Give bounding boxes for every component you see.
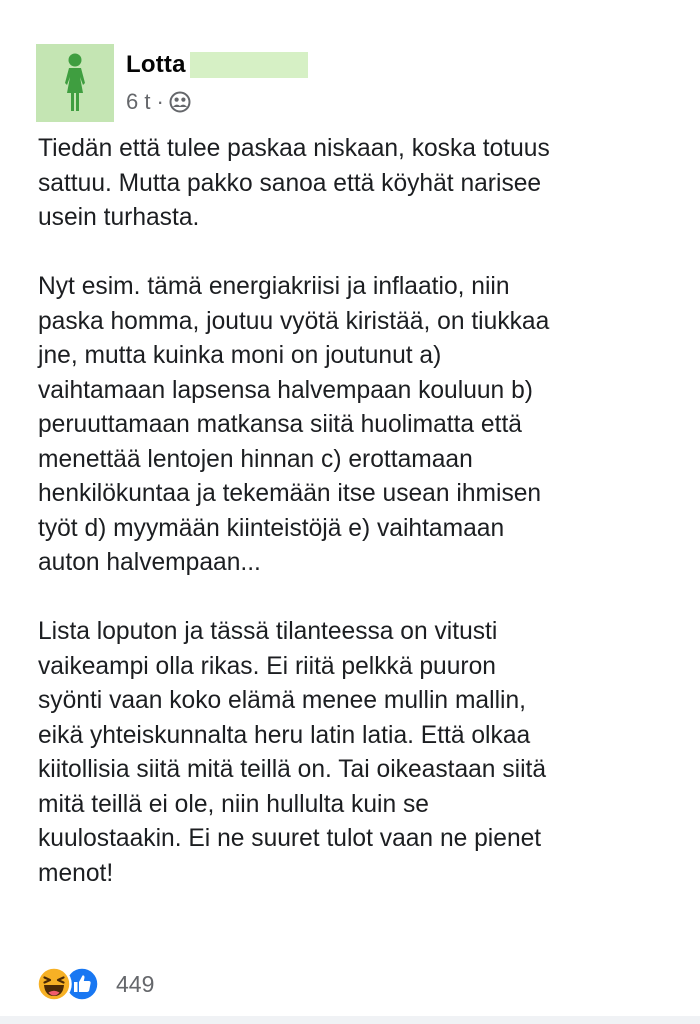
post-paragraph	[38, 615, 650, 891]
author-row	[126, 50, 308, 80]
text-line: auton halvempaan...	[38, 549, 261, 576]
meta-separator: ·	[156, 89, 164, 114]
text-line: vaikeampi olla rikas. Ei riitä pelkkä puuron	[38, 652, 496, 680]
text-line: eikä yhteiskunnalta heru latin latia. Että olkaa	[38, 721, 531, 749]
post-text	[38, 132, 650, 891]
text-line: kiitollisia siitä mitä teillä on. Tai oikeastaan siitä	[38, 756, 547, 783]
author-name[interactable]: Lotta	[126, 51, 186, 78]
text-line: Lista loputon ja tässä tilanteessa on vitusti	[38, 618, 498, 645]
text-line: jne, mutta kuinka moni on joutunut a)	[38, 342, 442, 369]
name-redaction-block	[190, 52, 308, 78]
text-line: mitä teillä ei ole, niin hullulta kuin se	[38, 790, 429, 818]
post-paragraph	[38, 270, 650, 581]
text-line: työt d) myymään kiinteistöjä e) vaihtamaan	[38, 514, 505, 542]
text-line: syönti vaan koko elämä menee mullin mallin,	[38, 687, 527, 714]
haha-reaction-icon	[36, 966, 72, 1002]
text-line: Nyt esim. tämä energiakriisi ja inflaatio, niin	[38, 273, 510, 300]
text-line: henkilökuntaa ja tekemään itse usean ihmisen	[38, 480, 542, 507]
text-line: paska homma, joutuu vyötä kiristää, on tiukkaa	[38, 307, 550, 335]
friends-audience-icon[interactable]	[169, 91, 191, 113]
text-line: Tiedän että tulee paskaa niskaan, koska totuus	[38, 135, 550, 162]
post-meta	[126, 88, 191, 116]
text-line: sattuu. Mutta pakko sanoa että köyhät narisee	[38, 169, 542, 197]
reaction-summary[interactable]	[36, 964, 154, 1004]
avatar[interactable]	[36, 44, 114, 122]
post-timestamp[interactable]: 6 t	[126, 89, 151, 114]
text-line: menot!	[38, 859, 114, 887]
text-line: kuulostaakin. Ei ne suuret tulot vaan ne pienet	[38, 825, 542, 852]
reaction-icons	[36, 964, 102, 1004]
text-line: menettää lentojen hinnan c) erottamaan	[38, 445, 473, 473]
text-line: usein turhasta.	[38, 204, 200, 231]
post-header	[36, 44, 636, 122]
text-line: peruuttamaan matkansa siitä huolimatta että	[38, 411, 522, 438]
reaction-count[interactable]: 449	[116, 970, 155, 997]
text-line: vaihtamaan lapsensa halvempaan kouluun b)	[38, 376, 533, 404]
post-divider	[0, 1016, 700, 1024]
female-silhouette-icon	[56, 53, 94, 115]
post-paragraph	[38, 132, 650, 236]
